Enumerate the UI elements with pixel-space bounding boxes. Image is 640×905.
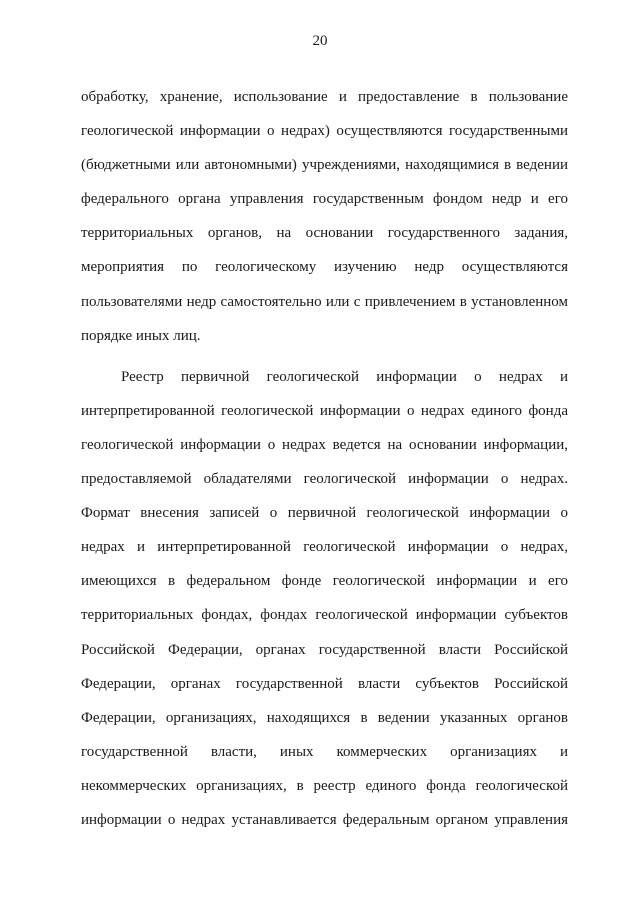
- paragraph-2: [81, 360, 568, 837]
- text-line: государственной власти, иных коммерческих организациях и: [81, 743, 568, 760]
- body-text: [81, 80, 568, 837]
- text-line: недрах и интерпретированной геологической информации о недрах,: [81, 539, 568, 556]
- text-line: Федерации, организациях, находящихся в ведении указанных органов: [81, 709, 568, 726]
- page-number: 20: [312, 33, 328, 49]
- text-line: предоставляемой обладателями геологической информации о недрах.: [81, 471, 568, 488]
- text-line: интерпретированной геологической информации о недрах единого фонда: [81, 402, 568, 419]
- text-line: мероприятия по геологическому изучению недр осуществляются: [81, 259, 568, 276]
- text-line: имеющихся в федеральном фонде геологической информации и его: [81, 573, 568, 590]
- text-line: некоммерческих организациях, в реестр единого фонда геологической: [81, 777, 568, 794]
- text-line: обработку, хранение, использование и предоставление в пользование: [81, 89, 568, 105]
- text-line: Реестр первичной геологической информации о недрах и: [121, 368, 568, 385]
- text-line: (бюджетными или автономными) учреждениями, находящимися в ведении: [81, 157, 568, 174]
- text-line: Федерации, органах государственной власти субъектов Российской: [81, 675, 568, 692]
- text-line: Формат внесения записей о первичной геологической информации о: [81, 505, 568, 522]
- text-line: информации о недрах устанавливается федеральным органом управления: [81, 811, 568, 828]
- text-line: федерального органа управления государственным фондом недр и его: [81, 191, 568, 208]
- text-line: порядке иных лиц.: [81, 327, 201, 344]
- paragraph-1: [81, 80, 568, 353]
- text-line: пользователями недр самостоятельно или с привлечением в установленном: [81, 293, 568, 310]
- text-line: территориальных органов, на основании государственного задания,: [81, 225, 568, 242]
- text-line: территориальных фондах, фондах геологической информации субъектов: [81, 607, 568, 624]
- paragraph-gap: [81, 353, 568, 360]
- text-line: геологической информации о недрах) осуществляются государственными: [81, 123, 568, 140]
- text-line: геологической информации о недрах ведется на основании информации,: [81, 436, 568, 453]
- text-line: Российской Федерации, органах государственной власти Российской: [81, 641, 568, 658]
